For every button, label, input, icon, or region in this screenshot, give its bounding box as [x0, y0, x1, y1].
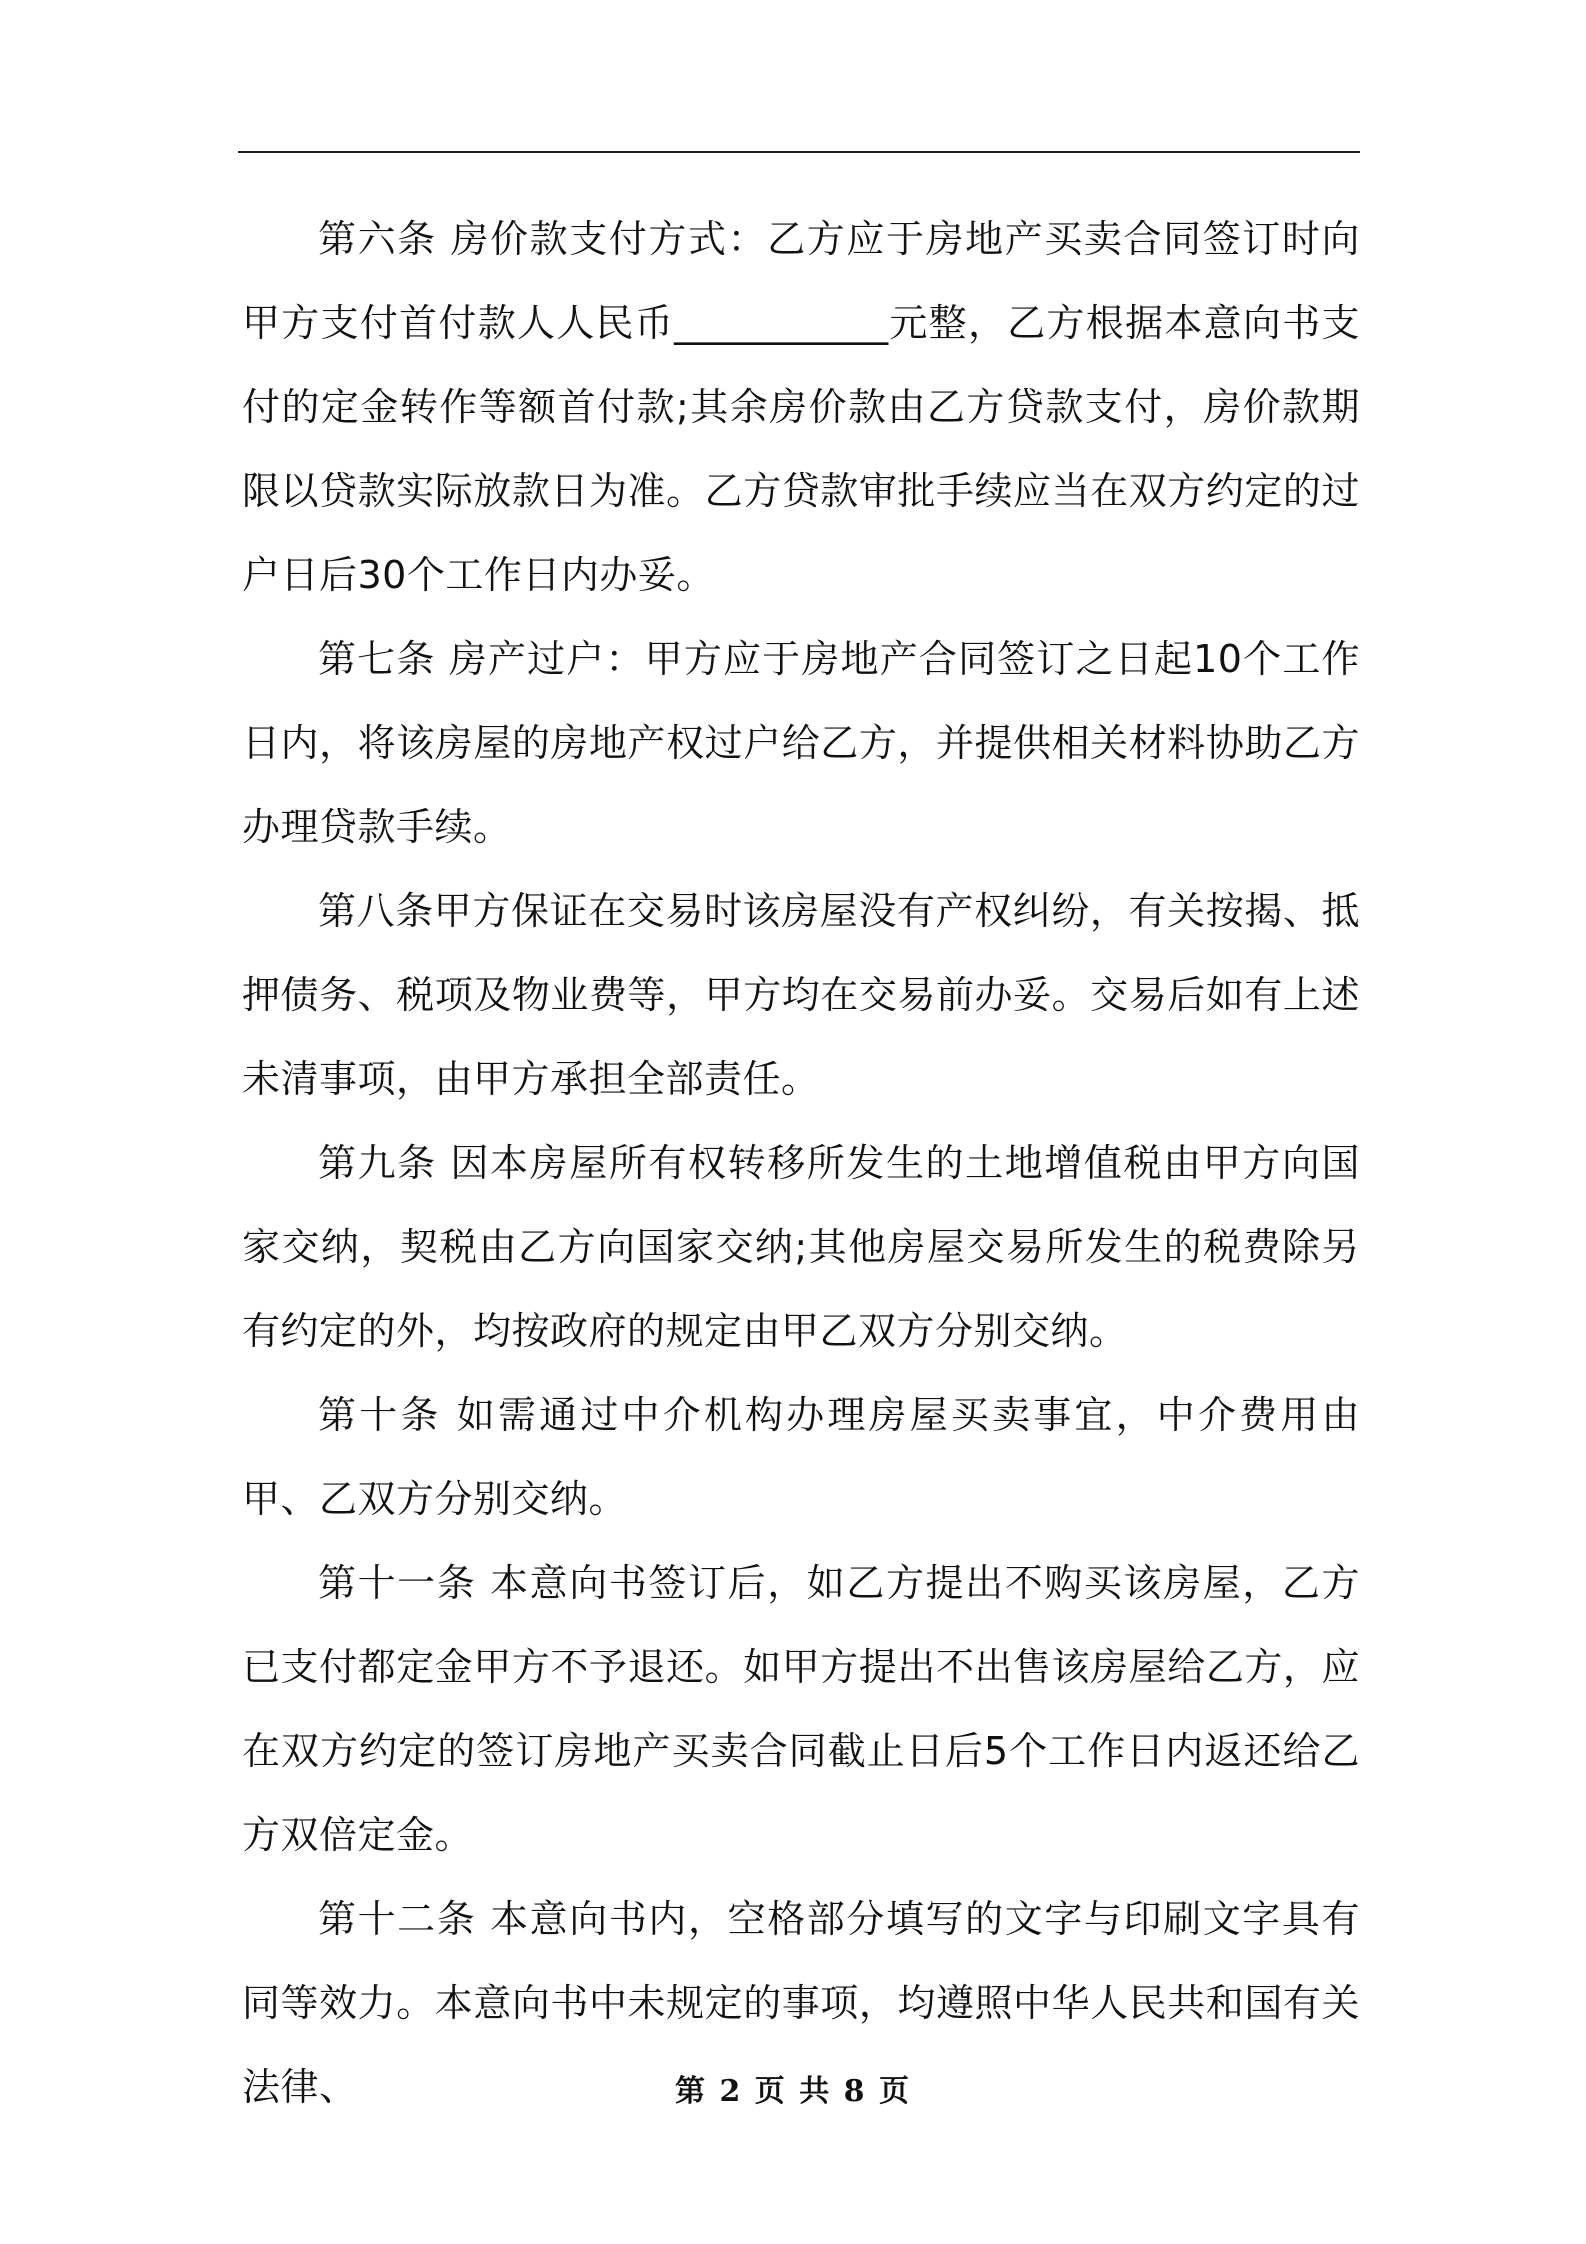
document-body	[242, 197, 1360, 2129]
page-number: 第 2 页 共 8 页	[675, 2074, 911, 2109]
article-9-paragraph: 第九条 因本房屋所有权转移所发生的土地增值税由甲方向国家交纳，契税由乙方向国家交纳;其他房屋交易所发生的税费除另有约定的外，均按政府的规定由甲乙双方分别交纳。	[242, 1141, 1360, 1353]
article-7-paragraph: 第七条 房产过户：甲方应于房地产合同签订之日起10个工作日内，将该房屋的房地产权过户给乙方，并提供相关材料协助乙方办理贷款手续。	[242, 637, 1360, 849]
article-6-paragraph: 第六条 房价款支付方式：乙方应于房地产买卖合同签订时向甲方支付首付款人人民币___________元整，乙方根据本意向书支付的定金转作等额首付款;其余房价款由乙方贷款支付，房价款期限以贷款实际放款日为准。乙方贷款审批手续应当在双方约定的过户日后30个工作日内办妥。	[242, 217, 1360, 597]
article-10-paragraph: 第十条 如需通过中介机构办理房屋买卖事宜，中介费用由甲、乙双方分别交纳。	[242, 1393, 1360, 1521]
article-12-paragraph: 第十二条 本意向书内，空格部分填写的文字与印刷文字具有同等效力。本意向书中未规定的事项，均遵照中华人民共和国有关法律、	[242, 1897, 1360, 2109]
article-8-paragraph: 第八条甲方保证在交易时该房屋没有产权纠纷，有关按揭、抵押债务、税项及物业费等，甲方均在交易前办妥。交易后如有上述未清事项，由甲方承担全部责任。	[242, 889, 1360, 1101]
article-11-paragraph: 第十一条 本意向书签订后，如乙方提出不购买该房屋，乙方已支付都定金甲方不予退还。如甲方提出不出售该房屋给乙方，应在双方约定的签订房地产买卖合同截止日后5个工作日内返还给乙方双倍定金。	[242, 1561, 1360, 1857]
header-divider	[238, 151, 1360, 153]
